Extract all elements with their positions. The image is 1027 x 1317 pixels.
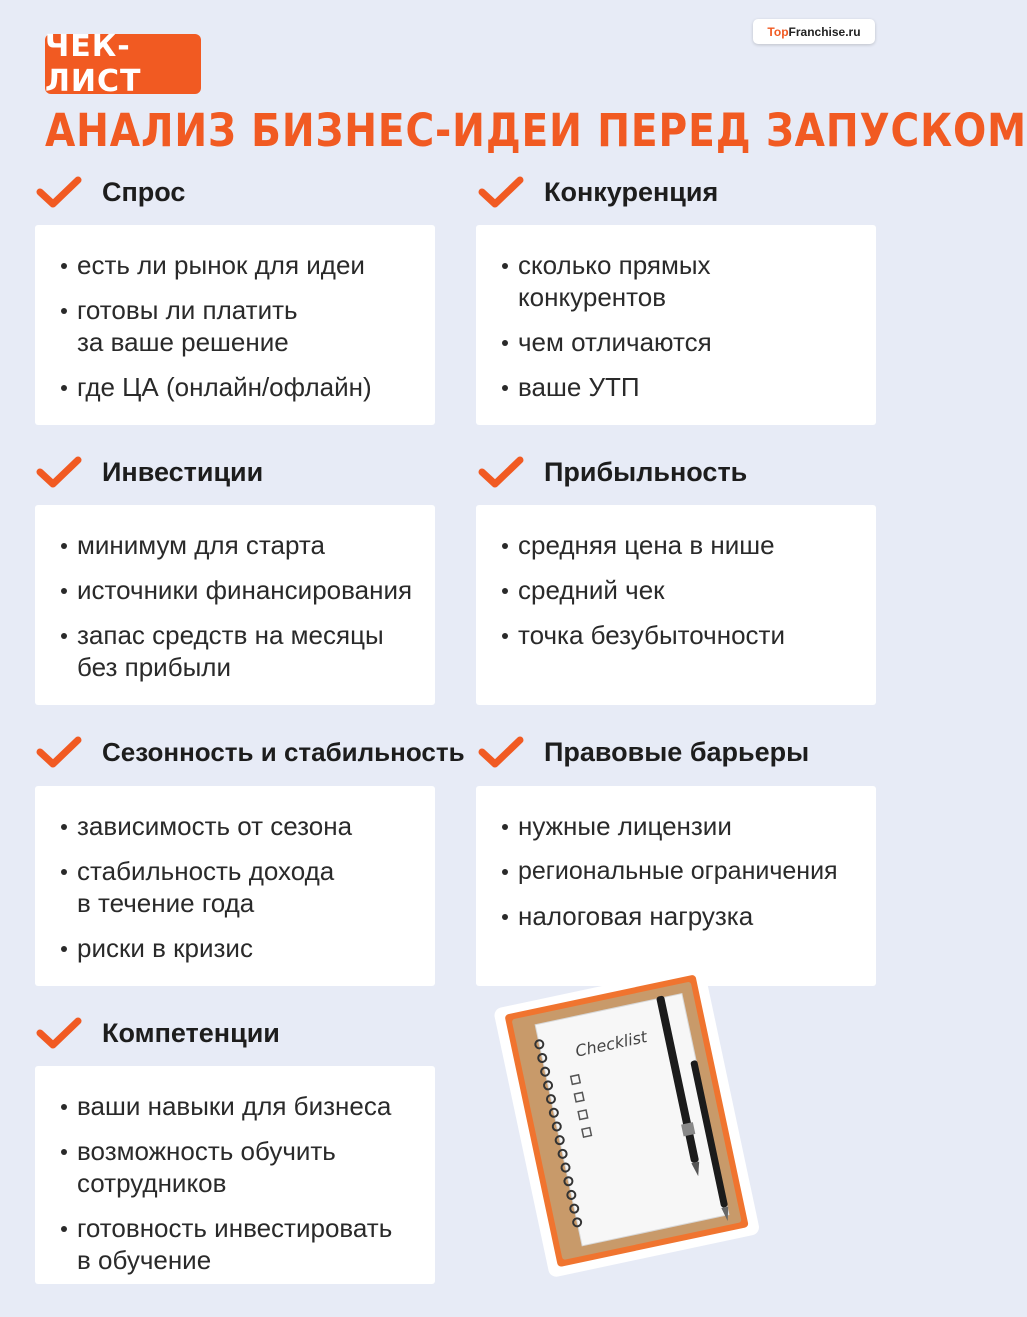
list-item: налоговая нагрузка [502, 900, 856, 932]
section-title-text: Сезонность и стабильность [102, 736, 465, 767]
section-title-investments [34, 452, 263, 492]
section-card-investments [35, 505, 435, 705]
list-item: региональные ограничения [502, 855, 856, 887]
topfranchise-logo[interactable] [753, 19, 875, 44]
list-item: риски в кризис [61, 932, 415, 964]
check-icon [34, 732, 84, 772]
check-icon [476, 172, 526, 212]
section-title-competencies [34, 1013, 280, 1053]
list-item: есть ли рынок для идеи [61, 249, 415, 281]
section-card-seasonality [35, 786, 435, 986]
list-item: ваше УТП [502, 371, 856, 403]
list-item: зависимость от сезона [61, 810, 415, 842]
notebook-with-pen-icon [490, 955, 770, 1275]
logo-rest: Franchise.ru [788, 24, 861, 39]
list-item: возможность обучить сотрудников [61, 1135, 347, 1199]
section-card-competencies [35, 1066, 435, 1284]
check-icon [476, 732, 526, 772]
section-card-demand [35, 225, 435, 425]
section-title-text: Компетенции [102, 1017, 280, 1048]
list-item: чем отличаются [502, 326, 856, 358]
section-title-text: Инвестиции [102, 456, 264, 487]
list-item: точка безубыточности [502, 619, 856, 651]
list-item: сколько прямых конкурентов [502, 249, 728, 313]
list-item: готовы ли платить за ваше решение [61, 294, 307, 358]
section-card-profitability [476, 505, 876, 705]
list-item: ваши навыки для бизнеса [61, 1090, 415, 1122]
list-item: средний чек [502, 574, 856, 606]
section-title-competition [476, 172, 718, 212]
section-title-seasonality [34, 732, 465, 772]
section-title-legal [476, 732, 809, 772]
check-icon [476, 452, 526, 492]
section-card-competition [476, 225, 876, 425]
section-title-text: Прибыльность [544, 456, 748, 487]
section-title-text: Правовые барьеры [544, 736, 810, 767]
check-icon [34, 1013, 84, 1053]
list-item: нужные лицензии [502, 810, 856, 842]
list-item: готовность инвестировать в обучение [61, 1212, 407, 1276]
notebook-label: Checklist [573, 1027, 649, 1061]
page-title: АНАЛИЗ БИЗНЕС-ИДЕИ ПЕРЕД ЗАПУСКОМ [45, 104, 1027, 157]
section-title-demand [34, 172, 185, 212]
check-icon [34, 452, 84, 492]
check-icon [34, 172, 84, 212]
logo-top: Top [767, 24, 789, 39]
section-title-text: Спрос [102, 176, 186, 207]
list-item: минимум для старта [61, 529, 415, 561]
checklist-badge: ЧЕК-ЛИСТ [45, 34, 201, 94]
list-item: источники финансирования [61, 574, 415, 606]
list-item: стабильность дохода в течение года [61, 855, 337, 919]
list-item: запас средств на месяцы без прибыли [61, 619, 397, 683]
section-title-profitability [476, 452, 747, 492]
section-title-text: Конкуренция [544, 176, 719, 207]
list-item: где ЦА (онлайн/офлайн) [61, 371, 415, 403]
list-item: средняя цена в нише [502, 529, 856, 561]
